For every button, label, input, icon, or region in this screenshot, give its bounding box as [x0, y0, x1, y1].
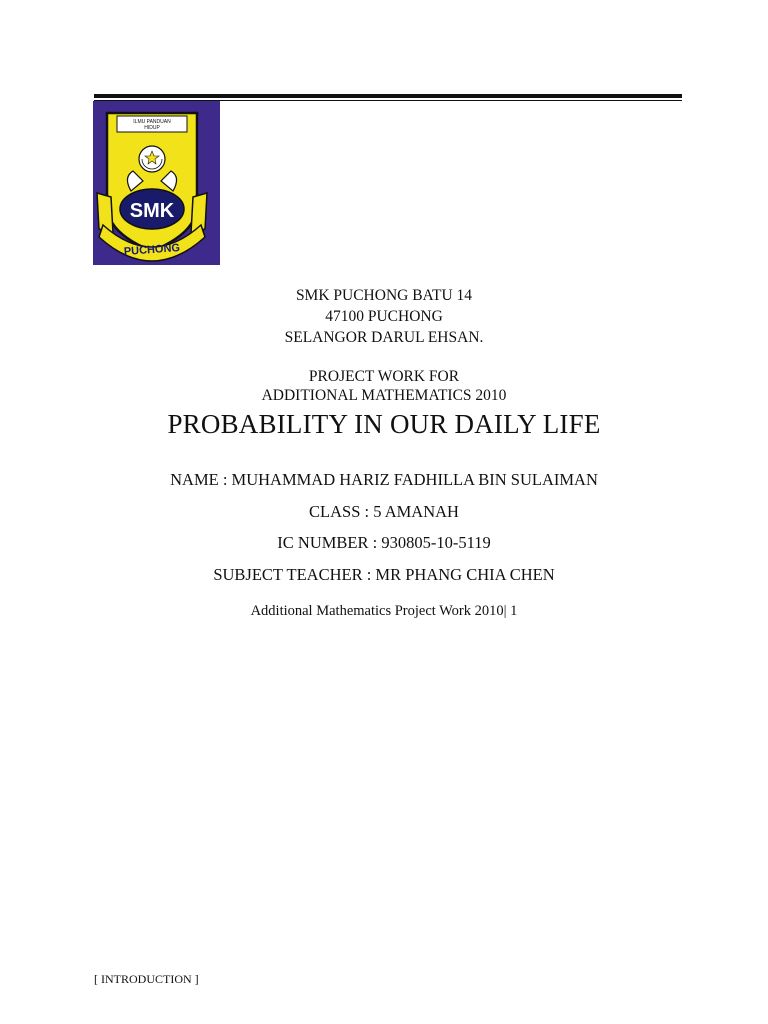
school-state: SELANGOR DARUL EHSAN. — [284, 329, 484, 346]
school-crest-logo — [93, 101, 220, 265]
project-line-2: ADDITIONAL MATHEMATICS 2010 — [261, 387, 507, 404]
student-class: CLASS : 5 AMANAH — [309, 502, 459, 521]
svg-text:HIDUP: HIDUP — [144, 125, 160, 131]
student-ic-number: IC NUMBER : 930805-10-5119 — [277, 533, 491, 552]
project-heading — [0, 367, 768, 405]
school-postcode-city: 47100 PUCHONG — [325, 308, 443, 325]
project-line-1: PROJECT WORK FOR — [308, 368, 460, 385]
crest-ribbon-text: PUCHONG — [123, 242, 181, 258]
subject-teacher: SUBJECT TEACHER : MR PHANG CHIA CHEN — [213, 565, 555, 584]
crest-banner-text: ILMU PANDUAN — [133, 119, 171, 125]
page-header: Additional Mathematics Project Work 2010| 1 — [250, 603, 518, 619]
top-rule-thick — [94, 94, 682, 98]
student-name: NAME : MUHAMMAD HARIZ FADHILLA BIN SULAIMAN — [170, 470, 598, 489]
crest-initials: SMK — [129, 200, 175, 222]
school-address — [0, 285, 768, 348]
school-name: SMK PUCHONG BATU 14 — [295, 287, 473, 304]
section-footer: [ INTRODUCTION ] — [94, 972, 199, 986]
project-title: PROBABILITY IN OUR DAILY LIFE — [167, 409, 601, 439]
